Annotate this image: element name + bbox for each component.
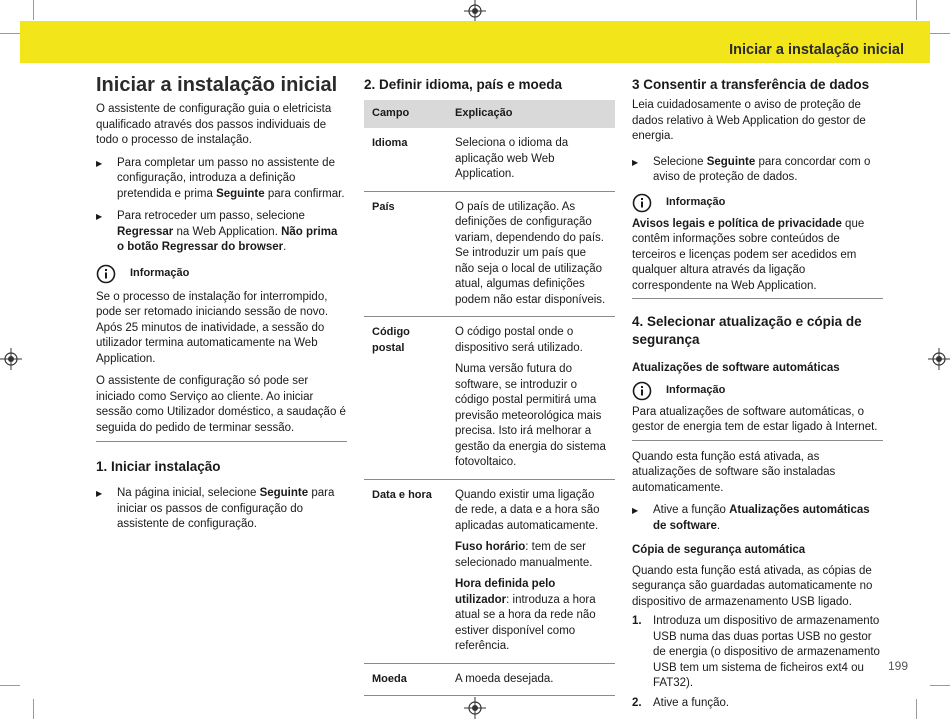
crop-mark <box>916 0 917 20</box>
settings-table <box>364 100 615 696</box>
info-heading <box>632 381 883 401</box>
instruction-step <box>96 156 347 203</box>
header-band <box>20 21 930 63</box>
step-text: Selecione Seguinte para concordar com o aviso de proteção de dados. <box>653 155 871 183</box>
info-paragraph: Se o processo de instalação for interrompido, pode ser retomado iniciando sessão de novo. Após 25 minutos de inatividade, a sessão do utilizador termina automaticamente na Web Application. <box>96 290 329 365</box>
arrow-bullet-icon: ▶ <box>632 157 639 167</box>
list-number: 1. <box>632 615 642 627</box>
instruction-step <box>96 486 347 533</box>
section-title: 4. Selecionar atualização e cópia de segurança <box>632 314 862 347</box>
info-label: Informação <box>666 195 726 208</box>
list-item <box>632 614 883 692</box>
paragraph: Leia cuidadosamente o aviso de proteção de dados relativo à Web Application do gestor de energia. <box>632 99 866 142</box>
info-icon <box>632 381 652 401</box>
table-header-explanation: Explicação <box>447 100 615 128</box>
section-title: 1. Iniciar instalação <box>96 459 221 474</box>
registration-mark-icon <box>464 0 486 22</box>
crop-mark <box>0 33 20 34</box>
crop-mark <box>0 685 20 686</box>
crop-mark <box>930 685 950 686</box>
crop-mark <box>33 0 34 20</box>
paragraph: Quando esta função está ativada, as atualizações de software são instaladas automaticamente. <box>632 450 836 494</box>
divider <box>96 441 347 442</box>
table-cell-field: Data e hora <box>364 479 447 663</box>
crop-mark <box>33 699 34 719</box>
table-cell-text: O país de utilização. As definições de configuração variam, dependendo do país. Se introduzir um país que não seja o local de utilização atual, algumas definições podem não estar disponíveis. <box>447 191 615 317</box>
divider <box>632 440 883 441</box>
registration-mark-icon <box>928 348 950 370</box>
step-text: Ative a função Atualizações automáticas de software. <box>653 504 870 532</box>
column-left <box>96 72 347 540</box>
list-item <box>632 696 883 712</box>
arrow-bullet-icon: ▶ <box>96 489 103 498</box>
list-number: 2. <box>632 696 642 709</box>
info-heading <box>96 264 347 284</box>
step-text: Para completar um passo no assistente de configuração, introduza a definição pretendida e prima Seguinte para confirmar. <box>117 156 345 200</box>
column-middle <box>364 76 615 696</box>
intro-paragraph: O assistente de configuração guia o eletricista qualificado através dos passos individuais de todo o processo de instalação. <box>96 103 332 146</box>
section-title: 2. Definir idioma, país e moeda <box>364 77 563 92</box>
list-text: Ative a função. <box>653 696 730 709</box>
list-text: Introduza um dispositivo de armazenamento USB numa das duas portas USB no gestor de energia (o dispositivo de armazenamento USB tem um sistema de ficheiros ext4 ou FAT32). <box>653 615 880 689</box>
arrow-bullet-icon: ▶ <box>632 506 639 515</box>
column-right <box>632 76 883 718</box>
table-cell-field: País <box>364 191 447 317</box>
subsection-title: Cópia de segurança automática <box>632 544 806 556</box>
info-label: Informação <box>130 266 190 279</box>
subsection-title: Atualizações de software automáticas <box>632 362 840 374</box>
info-icon <box>96 264 116 284</box>
info-paragraph: Avisos legais e política de privacidade que contêm informações sobre conteúdos de terceiros e licenças podem ser acedidos em qualquer altura através da ligação correspondente na Web Application. <box>632 217 865 292</box>
table-row <box>364 479 615 663</box>
registration-mark-icon <box>0 348 22 370</box>
info-paragraph: Para atualizações de software automáticas, o gestor de energia tem de estar ligado à Internet. <box>632 405 878 433</box>
table-row <box>364 317 615 480</box>
instruction-step <box>96 209 347 256</box>
info-icon <box>632 193 652 213</box>
table-cell-text: A moeda desejada. <box>447 663 615 696</box>
table-cell-text: Quando existir uma ligação de rede, a data e a hora são aplicadas automaticamente. Fuso horário: tem de ser selecionado manualmente. Hora definida pelo utilizador: introduza a hora atual se a hora da rede não estiver disponível como referência. <box>447 479 615 663</box>
table-row <box>364 663 615 696</box>
instruction-step <box>632 503 883 534</box>
paragraph: Quando esta função está ativada, as cópias de segurança são guardadas automaticamente no dispositivo de armazenamento USB ligado. <box>632 564 873 608</box>
step-text: Para retroceder um passo, selecione Regressar na Web Application. Não prima o botão Regressar do browser. <box>117 210 338 253</box>
table-header-row <box>364 100 615 128</box>
table-cell-field: Moeda <box>364 663 447 696</box>
divider <box>632 298 883 299</box>
crop-mark <box>930 33 950 34</box>
page-number: 199 <box>887 659 908 673</box>
crop-mark <box>916 699 917 719</box>
arrow-bullet-icon: ▶ <box>96 158 103 168</box>
table-row <box>364 191 615 317</box>
table-row <box>364 128 615 191</box>
table-cell-text: O código postal onde o dispositivo será utilizado. Numa versão futura do software, se introduzir o código postal permitirá uma previsão meteorológica mais precisa. Isto irá melhorar a gestão da energia do sistema fotovoltaico. <box>447 317 615 480</box>
header-title: Iniciar a instalação inicial <box>729 42 904 58</box>
table-cell-text: Seleciona o idioma da aplicação web Web Application. <box>447 128 615 191</box>
instruction-step <box>632 155 883 186</box>
table-cell-field: Idioma <box>364 128 447 191</box>
info-paragraph: O assistente de configuração só pode ser iniciado como Serviço ao cliente. Ao iniciar sessão como Utilizador doméstico, a saudação é seguida do pedido de terminar sessão. <box>96 375 346 434</box>
info-label: Informação <box>666 383 726 396</box>
registration-mark-icon <box>464 697 486 719</box>
step-text: Na página inicial, selecione Seguinte para iniciar os passos de configuração do assistente de configuração. <box>117 487 335 530</box>
page-title: Iniciar a instalação inicial <box>96 74 338 96</box>
section-title: 3 Consentir a transferência de dados <box>632 77 870 92</box>
table-header-field: Campo <box>364 100 447 128</box>
info-heading <box>632 193 883 213</box>
table-cell-field: Código postal <box>364 317 447 480</box>
arrow-bullet-icon: ▶ <box>96 212 103 221</box>
